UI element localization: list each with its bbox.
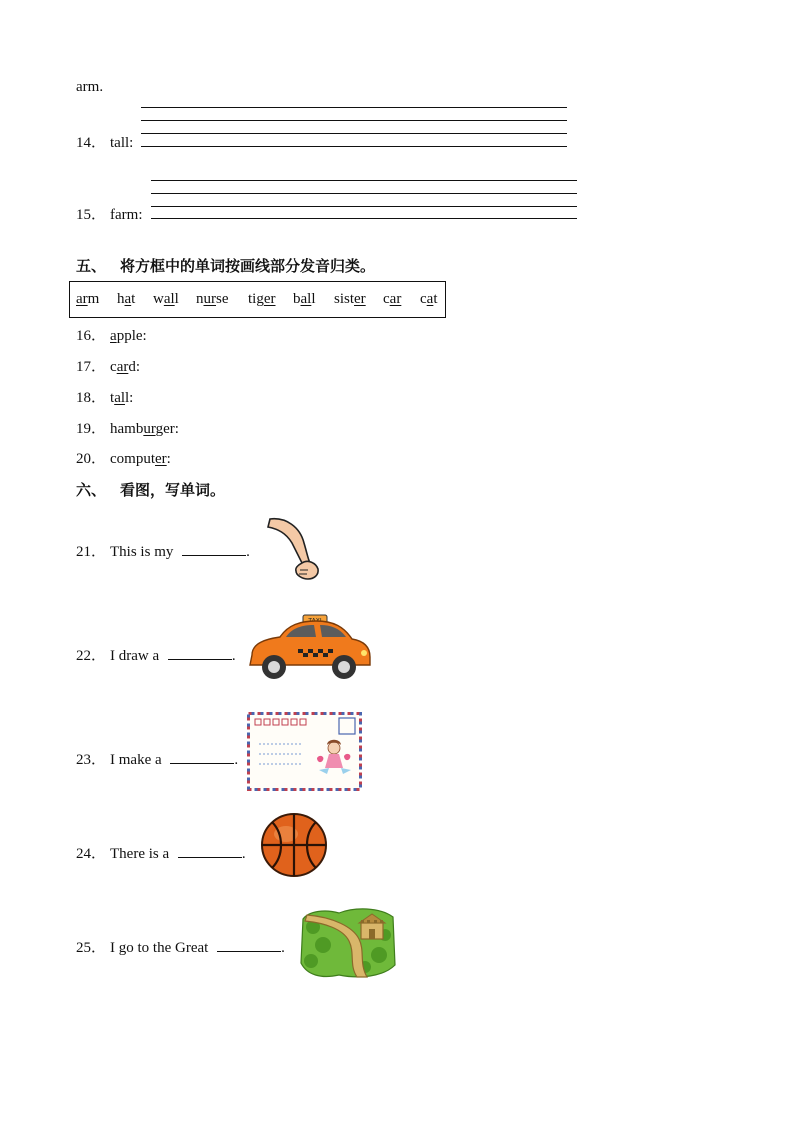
question-word: farm: [110,207,143,223]
question-19: 19． hamburger: [76,421,179,437]
question-25: 25． I go to the Great . [76,936,285,957]
question-number: 15． [76,207,107,223]
writing-line [151,180,577,181]
box-word: sister [334,291,366,307]
taxi-car-picture [246,613,372,683]
writing-line [151,206,577,207]
basketball-picture [260,812,328,878]
postcard-picture [247,712,362,791]
section-6-heading [76,479,225,500]
answer-blank[interactable] [182,541,246,556]
question-24: 24． There is a . [76,842,246,863]
answer-blank[interactable] [168,645,232,660]
question-number: 14． [76,135,107,151]
answer-blank[interactable] [217,937,281,952]
great-wall-picture [299,905,397,979]
question-16: 16． apple: [76,328,147,344]
box-word: arm [76,291,100,307]
question-14 [76,131,133,152]
writing-line [151,218,577,219]
question-word: tall: [110,135,134,151]
box-word: ball [293,291,316,307]
section-title: 将方框中的单词按画线部分发音归类。 [120,257,376,275]
answer-blank[interactable] [170,749,234,764]
section-number: 六、 [76,481,107,499]
question-17: 17． card: [76,359,141,375]
section-number: 五、 [76,257,107,275]
writing-line [141,107,567,108]
question-21: 21． This is my . [76,540,250,561]
question-23: 23． I make a . [76,748,238,769]
section-title: 看图，写单词。 [120,481,226,499]
box-word: nurse [196,291,229,307]
box-word: cat [420,291,438,307]
box-word: hat [117,291,136,307]
box-word: car [383,291,402,307]
writing-line [141,146,567,147]
word-box [69,281,446,318]
answer-blank[interactable] [178,843,242,858]
question-15 [76,203,143,224]
arm-picture [264,513,322,581]
question-22: 22． I draw a . [76,644,236,665]
writing-line [141,133,567,134]
box-word: wall [153,291,179,307]
section-5-heading [76,255,375,276]
question-20: 20． computer: [76,451,171,467]
answer-fragment: arm. [76,79,104,95]
question-18: 18． tall: [76,390,134,406]
box-word: tiger [248,291,276,307]
writing-line [151,193,577,194]
writing-line [141,120,567,121]
